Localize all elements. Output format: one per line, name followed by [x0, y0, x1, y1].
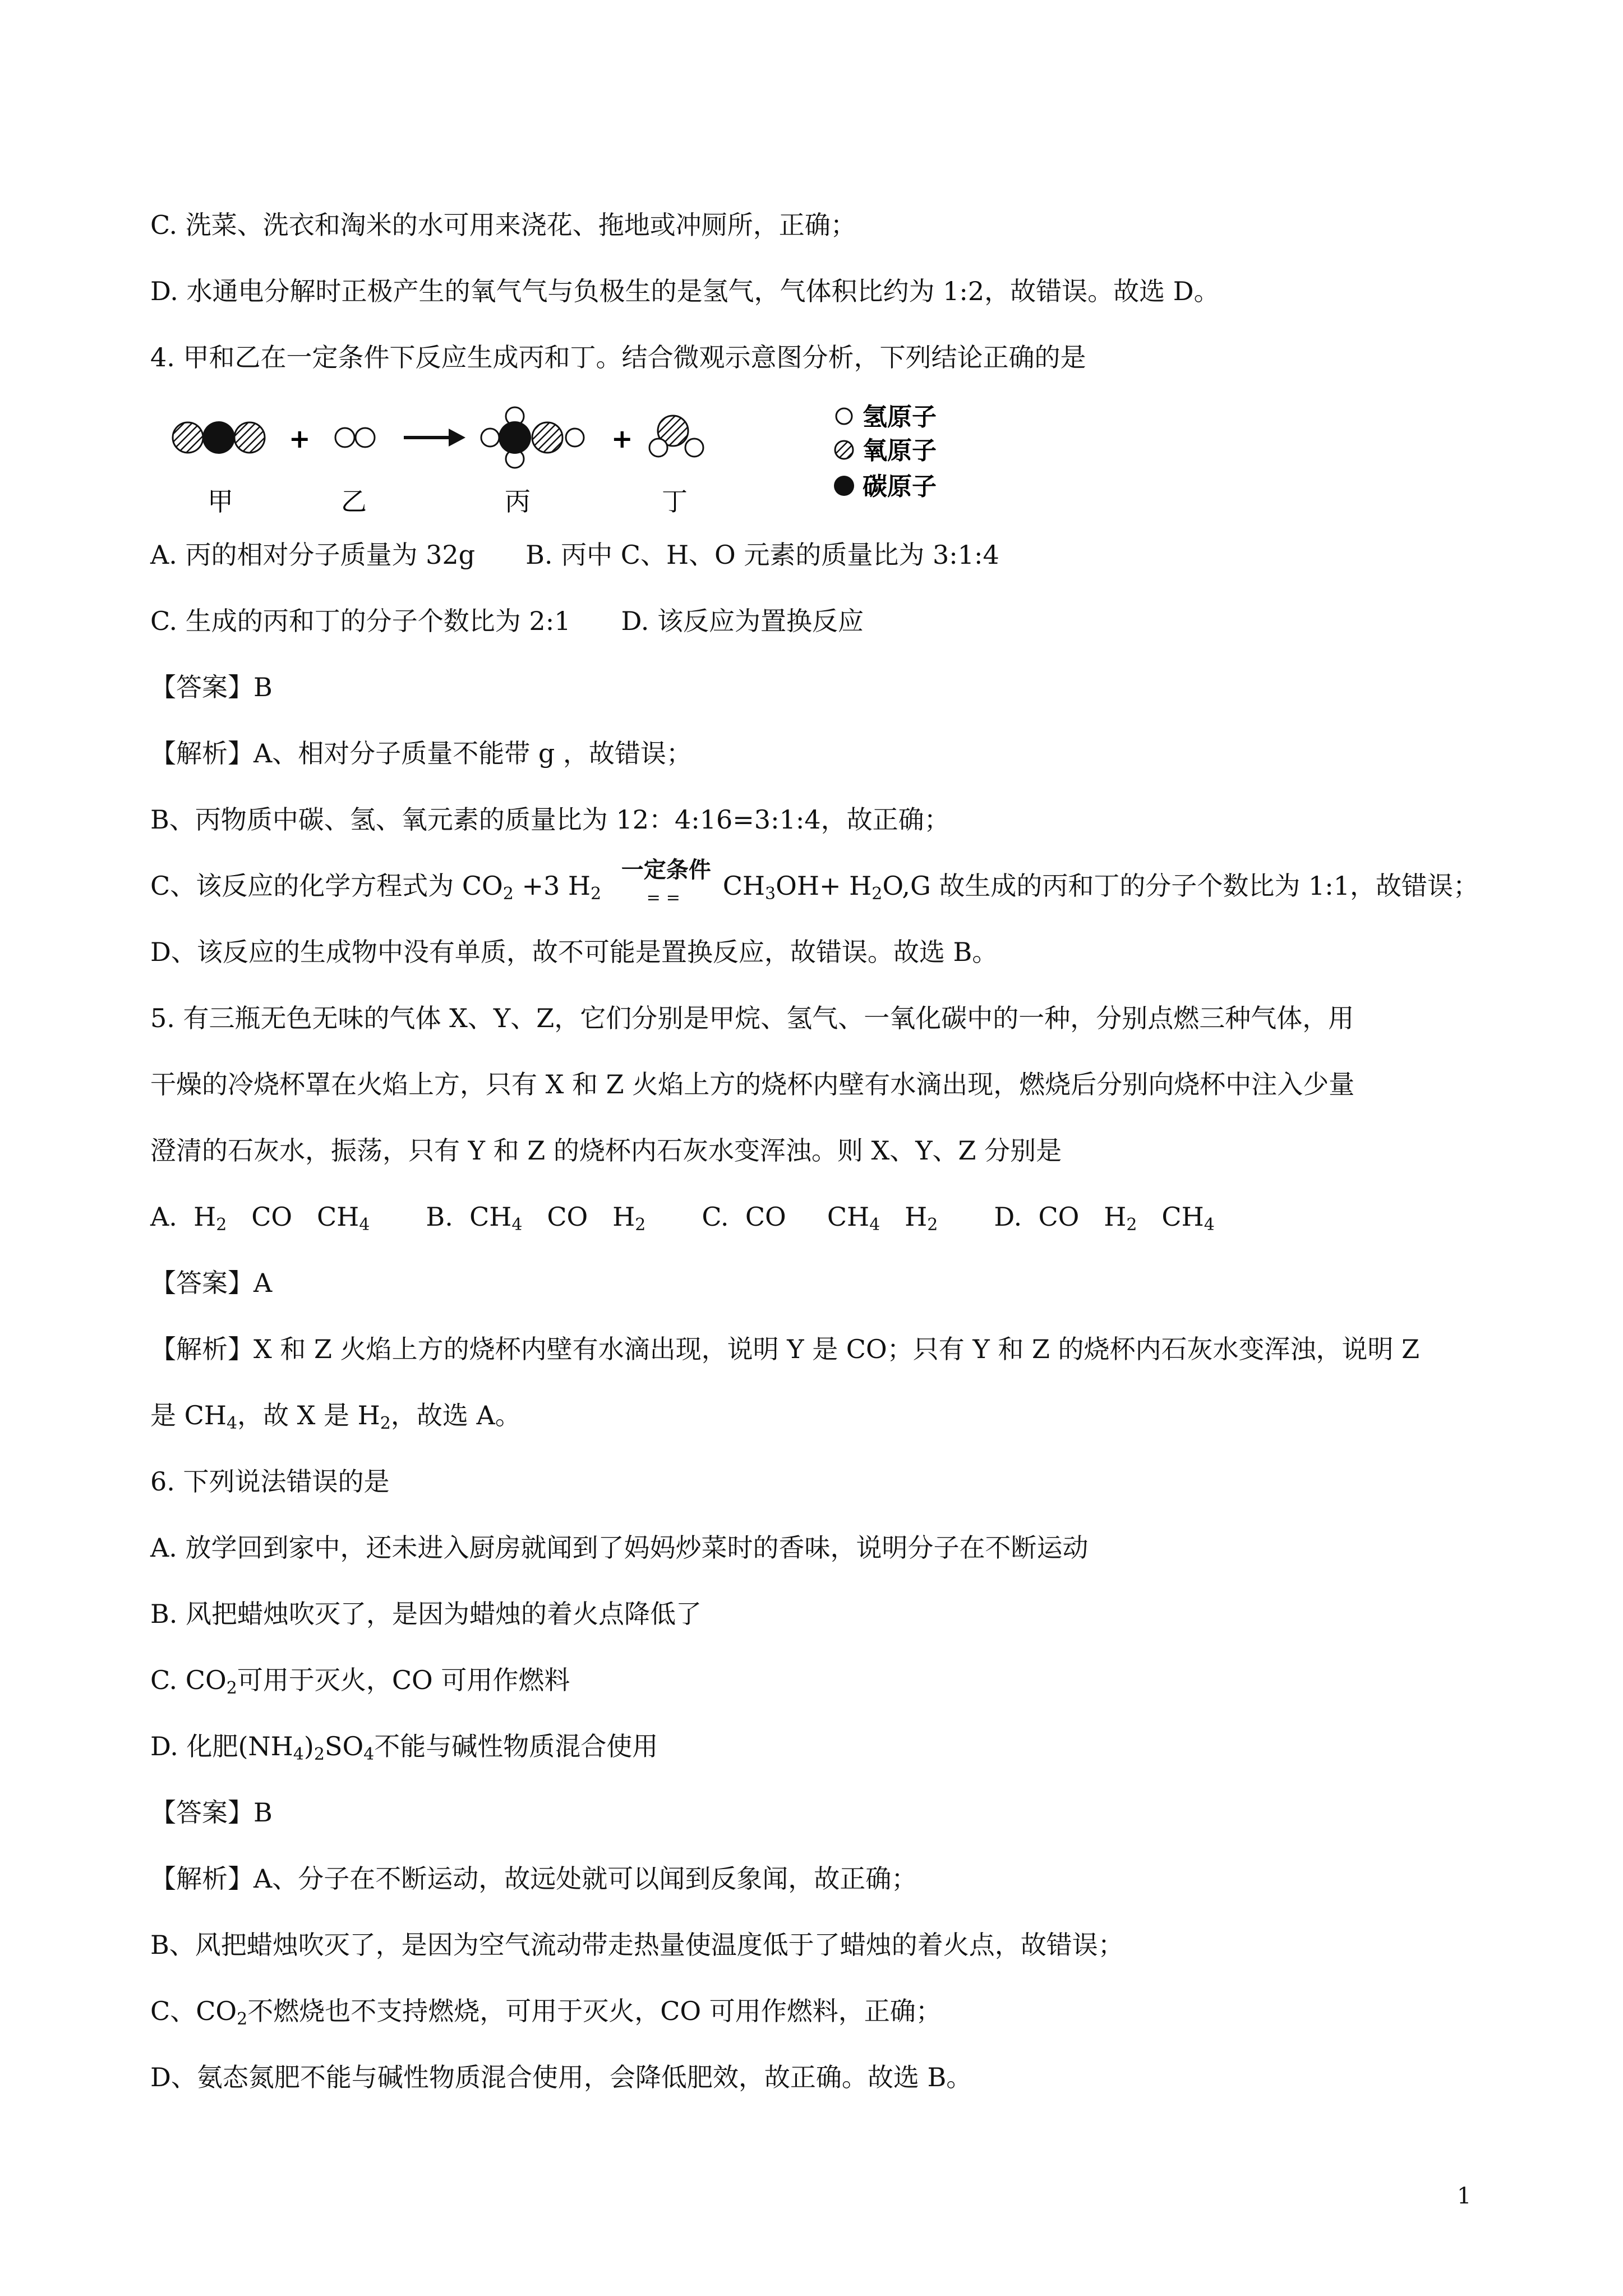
carbon-atom-icon: [834, 476, 854, 496]
q4-option-b: B. 丙中 C、H、O 元素的质量比为 3:1:4: [525, 540, 999, 570]
molecule-bing: [481, 407, 584, 468]
q5-option-c: C. CO $CH_4$ $H_2$: [702, 1202, 938, 1235]
legend-hydrogen: 氢原子: [863, 404, 937, 431]
q4-explanation-a: 【解析】A、相对分子质量不能带 g ，故错误；: [150, 738, 692, 769]
label-jia: 甲: [208, 486, 233, 517]
label-bing: 丙: [505, 486, 531, 517]
q4-option-d: D. 该反应为置换反应: [621, 606, 864, 636]
page-number: 1: [1457, 2183, 1472, 2209]
q5-explanation-line2: 是 $CH_4$，故 X 是 $H_2$，故选 A。: [150, 1400, 521, 1433]
q6-option-d: D. 化肥$(NH_4)_2SO_4$不能与碱性物质混合使用: [150, 1731, 658, 1764]
oxygen-atom-icon: [835, 441, 853, 459]
molecule-yi: [335, 428, 375, 447]
q6-option-b: B. 风把蜡烛吹灭了，是因为蜡烛的着火点降低了: [150, 1599, 702, 1629]
q6-explanation-d: D、氨态氮肥不能与碱性物质混合使用，会降低肥效，故正确。故选 B。: [150, 2062, 972, 2092]
q6-answer: 【答案】B: [150, 1797, 273, 1828]
q6-explanation-c: C、$CO_2$不燃烧也不支持燃烧，可用于灭火，CO 可用作燃料，正确；: [150, 1996, 942, 2029]
label-yi: 乙: [341, 486, 367, 517]
legend-oxygen: 氧原子: [863, 436, 937, 465]
q4-stem: 4. 甲和乙在一定条件下反应生成丙和丁。结合微观示意图分析，下列结论正确的是: [150, 342, 1086, 372]
q4-explanation-d: D、该反应的生成物中没有单质，故不可能是置换反应，故错误。故选 B。: [150, 937, 998, 967]
q5-option-b: B. $CH_4$ CO $H_2$: [426, 1202, 646, 1235]
q6-option-a: A. 放学回到家中，还未进入厨房就闻到了妈妈炒菜时的香味，说明分子在不断运动: [150, 1533, 1089, 1563]
q4-options-cd: [150, 604, 864, 638]
q5-option-d: D. CO $H_2$ $CH_4$: [994, 1202, 1215, 1235]
molecule-ding: [649, 416, 703, 457]
reaction-arrow: [404, 429, 465, 447]
label-ding: 丁: [662, 486, 688, 517]
molecule-jia: [173, 421, 265, 454]
q6-explanation-a: 【解析】A、分子在不断运动，故远处就可以闻到反象闻，故正确；: [150, 1864, 917, 1894]
q5-answer: 【答案】A: [150, 1268, 273, 1298]
q6-stem: 6. 下列说法错误的是: [150, 1466, 390, 1497]
q5-stem-line3: 澄清的石灰水，振荡，只有 Y 和 Z 的烧杯内石灰水变浑浊。则 X、Y、Z 分别是: [150, 1135, 1062, 1166]
hydrogen-atom-icon: [836, 408, 852, 424]
q5-stem-line1: 5. 有三瓶无色无味的气体 X、Y、Z，它们分别是甲烷、氢气、一氧化碳中的一种，分别点燃三种气体，用: [150, 1003, 1354, 1033]
q6-option-c: C. $CO_2$可用于灭火，CO 可用作燃料: [150, 1665, 570, 1698]
q6-explanation-b: B、风把蜡烛吹灭了，是因为空气流动带走热量使温度低于了蜡烛的着火点，故错误；: [150, 1930, 1124, 1960]
q3-option-d: D. 水通电分解时正极产生的氧气气与负极生的是氢气，气体积比约为 1:2，故错误。故选 D。: [150, 276, 1220, 306]
q5-options: [150, 1199, 1215, 1234]
q5-explanation-line1: 【解析】X 和 Z 火焰上方的烧杯内壁有水滴出现，说明 Y 是 CO；只有 Y 和 Z 的烧杯内石灰水变浑浊，说明 Z: [150, 1334, 1420, 1364]
q3-option-c: C. 洗菜、洗衣和淘米的水可用来浇花、拖地或冲厕所，正确；: [150, 210, 856, 240]
q5-stem-line2: 干燥的冷烧杯罩在火焰上方，只有 X 和 Z 火焰上方的烧杯内壁有水滴出现，燃烧后分别向烧杯中注入少量: [150, 1069, 1355, 1099]
q4-answer: 【答案】B: [150, 672, 273, 702]
plus-sign: +: [611, 424, 633, 454]
q4-option-a: A. 丙的相对分子质量为 32g: [150, 540, 476, 570]
q4-options-ab: [150, 537, 999, 572]
q4-explanation-b: B、丙物质中碳、氢、氧元素的质量比为 12：4:16=3:1:4，故正确；: [150, 804, 950, 835]
q4-option-c: C. 生成的丙和丁的分子个数比为 2:1: [150, 606, 571, 636]
legend-carbon: 碳原子: [863, 472, 937, 501]
atom-legend: [834, 404, 937, 501]
reaction-diagram: [163, 404, 1004, 533]
reaction-condition: 一定条件 ==: [621, 857, 711, 908]
q5-option-a: A. $H_2$ CO $CH_4$: [150, 1202, 370, 1235]
plus-sign: +: [289, 424, 311, 454]
q4-explanation-c: C、该反应的化学方程式为 $CO_2 +3$ $H_2$ 一定条件 == $CH_3OH+ H_2O,G$ 故生成的丙和丁的分子个数比为 1:1，故错误；: [150, 857, 1479, 908]
